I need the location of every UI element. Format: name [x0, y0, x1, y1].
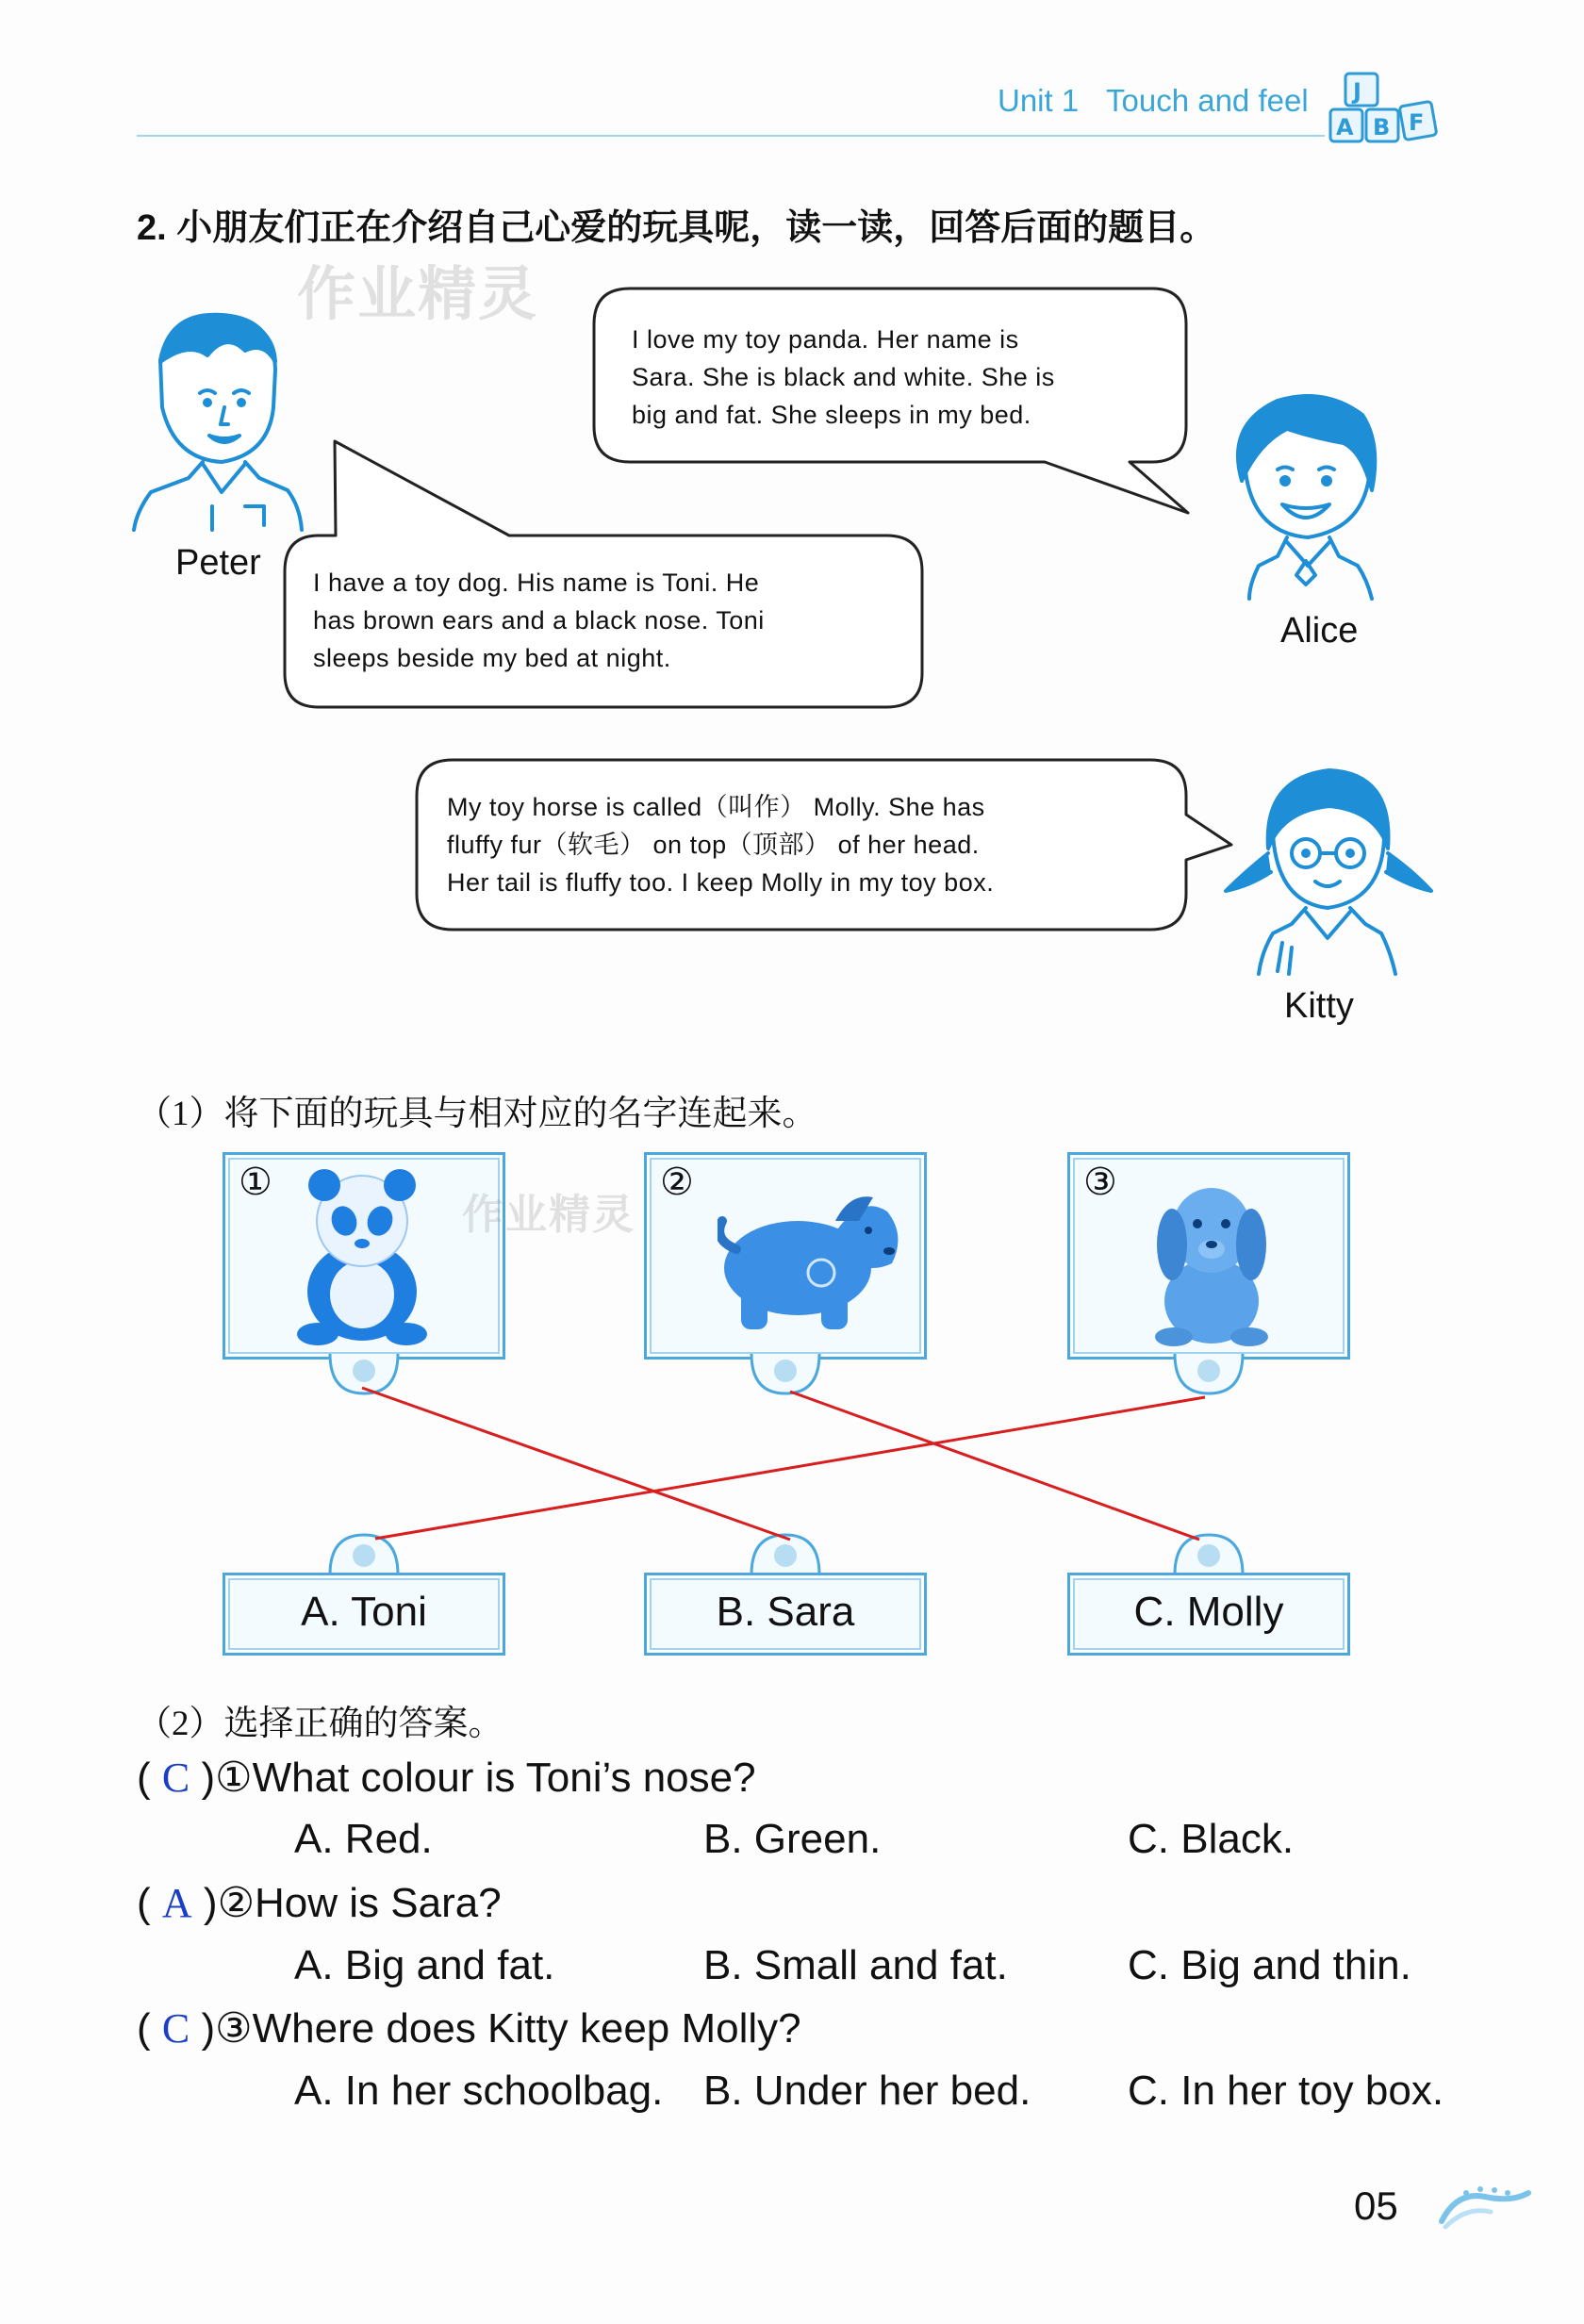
toy-number: ② — [660, 1161, 694, 1204]
bubble-line: sleeps beside my bed at night. — [313, 644, 671, 672]
question-number: ① — [215, 1755, 253, 1801]
question-text: How is Sara? — [255, 1880, 502, 1926]
wave-decoration-icon — [1438, 2184, 1532, 2235]
option-b[interactable]: B. Under her bed. — [703, 2068, 1031, 2114]
watermark: 作业精灵 — [297, 262, 539, 327]
svg-text:B: B — [1373, 114, 1391, 140]
header-title: Touch and feel — [1106, 83, 1309, 118]
page-number: 05 — [1354, 2184, 1398, 2228]
option-b[interactable]: B. Small and fat. — [703, 1942, 1008, 1988]
paren-open: ( — [137, 1755, 151, 1801]
svg-text:A: A — [1336, 114, 1354, 140]
paren-close: ) — [203, 1880, 218, 1926]
answer-1[interactable]: C — [161, 1755, 190, 1801]
peter-name: Peter — [175, 543, 261, 583]
name-box-toni[interactable]: A. Toni — [223, 1573, 505, 1656]
bubble-line: I have a toy dog. His name is Toni. He — [313, 569, 760, 597]
bubble-line: I love my toy panda. Her name is — [632, 325, 1019, 354]
option-c[interactable]: C. In her toy box. — [1128, 2068, 1444, 2114]
bubble-line: has brown ears and a black nose. Toni — [313, 606, 765, 635]
alice-name: Alice — [1280, 611, 1359, 651]
svg-text:F: F — [1409, 109, 1425, 136]
match-line-horse-molly — [790, 1392, 1199, 1540]
toy-number: ① — [239, 1161, 272, 1204]
name-box-molly[interactable]: C. Molly — [1067, 1573, 1350, 1656]
paren-close: ) — [201, 2005, 216, 2052]
header-unit: Unit 1 — [998, 83, 1080, 118]
name-box-sara[interactable]: B. Sara — [644, 1573, 927, 1656]
option-a[interactable]: A. Red. — [294, 1816, 433, 1862]
question-number: ② — [217, 1880, 256, 1926]
question-2 — [137, 1879, 502, 1927]
question-3 — [137, 2004, 801, 2052]
match-line-dog-toni — [375, 1397, 1205, 1539]
question-text: What colour is Toni’s nose? — [252, 1755, 756, 1801]
option-c[interactable]: C. Big and thin. — [1128, 1942, 1411, 1988]
option-a[interactable]: A. In her schoolbag. — [294, 2068, 664, 2114]
bubble-line: Her tail is fluffy too. I keep Molly in my toy box. — [447, 868, 995, 897]
toy-number: ③ — [1083, 1161, 1117, 1204]
match-line-panda-sara — [362, 1388, 790, 1540]
part1-instruction: （1）将下面的玩具与相对应的名字连起来。 — [137, 1095, 817, 1133]
svg-text:J: J — [1353, 78, 1361, 105]
kitty-name: Kitty — [1284, 986, 1354, 1026]
bubble-line: big and fat. She sleeps in my bed. — [632, 401, 1031, 429]
option-a[interactable]: A. Big and fat. — [294, 1942, 555, 1988]
paren-open: ( — [137, 2005, 151, 2052]
option-c[interactable]: C. Black. — [1128, 1816, 1295, 1862]
option-b[interactable]: B. Green. — [703, 1816, 882, 1862]
bubble-line: Sara. She is black and white. She is — [632, 363, 1055, 391]
question-number: ③ — [215, 2005, 253, 2052]
bubble-line: My toy horse is called（叫作） Molly. She has — [447, 793, 985, 821]
answer-2[interactable]: A — [161, 1880, 192, 1926]
paren-open: ( — [137, 1880, 151, 1926]
question-title: 2. 小朋友们正在介绍自己心爱的玩具呢，读一读，回答后面的题目。 — [137, 208, 1216, 248]
bubble-line: fluffy fur（软毛） on top（顶部） of her head. — [447, 831, 980, 859]
answer-3[interactable]: C — [161, 2005, 190, 2052]
part2-instruction: （2）选择正确的答案。 — [137, 1705, 503, 1743]
question-1 — [137, 1754, 756, 1802]
watermark: 作业精灵 — [462, 1192, 635, 1238]
paren-close: ) — [201, 1755, 216, 1801]
question-text: Where does Kitty keep Molly? — [252, 2005, 801, 2052]
